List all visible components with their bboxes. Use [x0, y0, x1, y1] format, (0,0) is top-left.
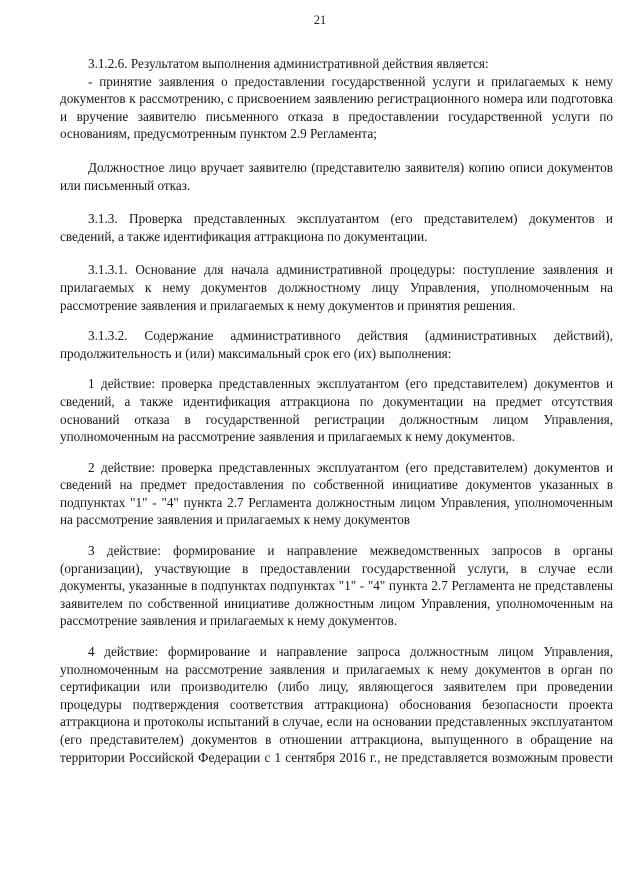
paragraph-action-2: 2 действие: проверка представленных эксплуатантом (его представителем) документов и сведений на предмет предоставления по собственной инициативе документов указанных в подпунктах "1" - "4" пункта 2.7 Регламента должностным лицом Управления, уполномоченным на рассмотрение заявления и прилагаемых к нему документов	[60, 459, 613, 528]
paragraph-result-detail: - принятие заявления о предоставлении государственной услуги и прилагаемых к нему документов к рассмотрению, с присвоением заявлению регистрационного номера или подготовка и вручение заявителю письменного отказа в предоставлении государственной услуги по основаниям, предусмотренным пунктом 2.9 Регламента;	[60, 73, 613, 142]
paragraph-action-4: 4 действие: формирование и направление запроса должностным лицом Управления, уполномоченным на рассмотрение заявления и прилагаемых к нему документов в орган по сертификации или производителю (либо лицу, являющегося заявителем при проведении процедуры подтверждения соответствия аттракциона) обоснования безопасности проекта аттракциона и протоколы испытаний в случае, если на основании представленных эксплуатантом (его представителем) документов в отношении аттракциона, выпущенного в обращение на территории Российской Федерации с 1 сентября 2016 г., не представляется возможным провести	[60, 644, 613, 765]
paragraph-section-3-1-3-2: 3.1.3.2. Содержание административного действия (административных действий), продолжительность и (или) максимальный срок его (их) выполнения:	[60, 328, 613, 361]
paragraph-section-3-1-3: 3.1.3. Проверка представленных эксплуатантом (его представителем) документов и сведений, а также идентификация аттракциона по документации.	[60, 211, 613, 244]
paragraph-action-3: 3 действие: формирование и направление межведомственных запросов в органы (организации), участвующие в предоставлении государственной услуги, в случае если документы, указанные в подпунктах подпунктах "1" - "4" пункта 2.7 Регламента не представлены заявителем по собственной инициативе должностным лицом Управления, уполномоченным на рассмотрение заявления и прилагаемых к нему документов.	[60, 543, 613, 629]
paragraph-official-delivers: Должностное лицо вручает заявителю (представителю заявителя) копию описи документов или письменный отказ.	[60, 159, 613, 193]
paragraph-action-1: 1 действие: проверка представленных эксплуатантом (его представителем) документов и сведений, а также идентификация аттракциона по документации на предмет отсутствия оснований отказа в государственной регистрации должностным лицом Управления, уполномоченным на рассмотрение заявления и прилагаемых к нему документов.	[60, 376, 613, 445]
page-number: 21	[313, 13, 327, 27]
paragraph-result: 3.1.2.6. Результатом выполнения административной действия является:	[88, 56, 489, 71]
document-body	[60, 55, 613, 766]
paragraph-section-3-1-3-1: 3.1.3.1. Основание для начала административной процедуры: поступление заявления и прилагаемых к нему документов должностному лицу Управления, уполномоченным на рассмотрение заявления и прилагаемых к нему документов и принятия решения.	[60, 262, 613, 313]
